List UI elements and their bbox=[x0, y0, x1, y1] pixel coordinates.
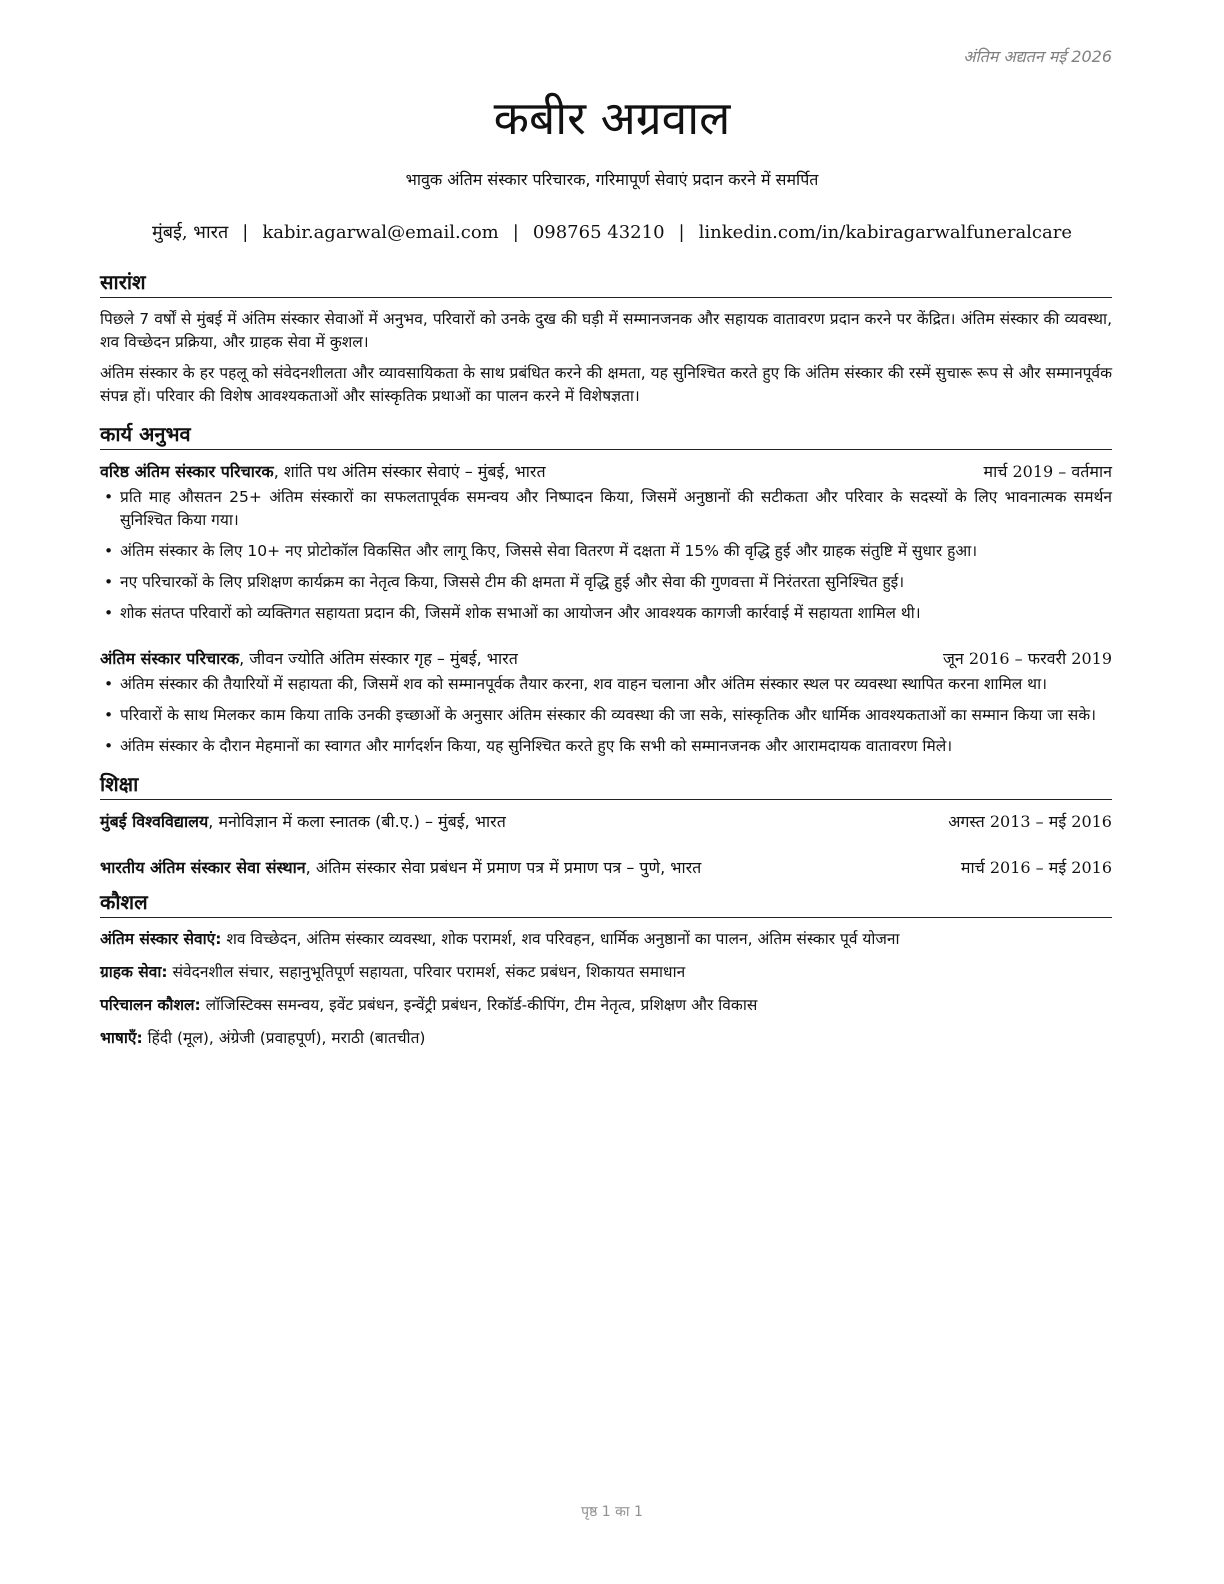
education-institution: मुंबई विश्वविद्यालय bbox=[100, 812, 209, 831]
skill-value: शव विच्छेदन, अंतिम संस्कार व्यवस्था, शोक परामर्श, शव परिवहन, धार्मिक अनुष्ठानों का पालन, अंतिम संस्कार पूर्व योजना bbox=[221, 930, 900, 948]
bullet-icon: • bbox=[104, 737, 114, 755]
contact-separator: | bbox=[512, 222, 519, 243]
skill-row bbox=[100, 928, 1112, 950]
section-title-summary: सारांश bbox=[100, 268, 1112, 298]
contact-linkedin[interactable]: linkedin.com/in/kabiragarwalfuneralcare bbox=[698, 222, 1073, 243]
skill-row bbox=[100, 961, 1112, 983]
job-bullet bbox=[100, 704, 1112, 727]
skill-label: ग्राहक सेवा: bbox=[100, 963, 168, 981]
education-detail: , अंतिम संस्कार सेवा प्रबंधन में प्रमाण पत्र में प्रमाण पत्र – पुणे, भारत bbox=[305, 858, 702, 877]
contact-separator: | bbox=[678, 222, 685, 243]
contact-location: मुंबई, भारत bbox=[151, 222, 229, 243]
job-dates: मार्च 2019 – वर्तमान bbox=[983, 462, 1112, 481]
bullet-icon: • bbox=[104, 675, 114, 693]
job-bullet-text: शोक संतप्त परिवारों को व्यक्तिगत सहायता प्रदान की, जिसमें शोक सभाओं का आयोजन और आवश्यक कागजी कार्रवाई में सहायता शामिल थी। bbox=[120, 604, 921, 622]
bullet-icon: • bbox=[104, 488, 114, 506]
education-line bbox=[100, 810, 506, 832]
job-org: , जीवन ज्योति अंतिम संस्कार गृह – मुंबई, भारत bbox=[239, 649, 518, 668]
bullet-icon: • bbox=[104, 573, 114, 591]
job-bullet bbox=[100, 486, 1112, 532]
skill-label: परिचालन कौशल: bbox=[100, 996, 201, 1014]
summary-paragraph: पिछले 7 वर्षों से मुंबई में अंतिम संस्कार सेवाओं में अनुभव, परिवारों को उनके दुख की घड़ी में सम्मानजनक और सहायक वातावरण प्रदान करने पर केंद्रित। अंतिम संस्कार की व्यवस्था, शव विच्छेदन प्रक्रिया, और ग्राहक सेवा में कुशल। bbox=[100, 310, 1112, 351]
skill-row bbox=[100, 994, 1112, 1016]
job-role: अंतिम संस्कार परिचारक bbox=[100, 649, 240, 668]
skill-value: हिंदी (मूल), अंग्रेजी (प्रवाहपूर्ण), मराठी (बातचीत) bbox=[142, 1029, 426, 1047]
section-title-education: शिक्षा bbox=[100, 770, 1112, 800]
bullet-icon: • bbox=[104, 542, 114, 560]
job-bullet-text: अंतिम संस्कार की तैयारियों में सहायता की, जिसमें शव को सम्मानपूर्वक तैयार करना, शव वाहन चलाना और अंतिम संस्कार स्थल पर व्यवस्था स्थापित करना शामिल था। bbox=[120, 675, 1047, 693]
education-item bbox=[100, 856, 1112, 878]
job-title-line bbox=[100, 647, 518, 669]
job-bullet-list bbox=[100, 486, 1112, 625]
job-bullet-text: परिवारों के साथ मिलकर काम किया ताकि उनकी इच्छाओं के अनुसार अंतिम संस्कार की व्यवस्था की जा सके, सांस्कृतिक और धार्मिक आवश्यकताओं का सम्मान किया जा सके। bbox=[120, 706, 1096, 724]
job-title-line bbox=[100, 460, 546, 482]
skill-row bbox=[100, 1027, 1112, 1049]
education-institution: भारतीय अंतिम संस्कार सेवा संस्थान bbox=[100, 858, 306, 877]
job-bullet-list bbox=[100, 673, 1112, 758]
tagline: भावुक अंतिम संस्कार परिचारक, गरिमापूर्ण सेवाएं प्रदान करने में समर्पित bbox=[405, 170, 819, 189]
skill-label: भाषाएँ: bbox=[100, 1029, 143, 1047]
resume-body bbox=[100, 268, 1112, 1060]
job-dates: जून 2016 – फरवरी 2019 bbox=[943, 649, 1112, 668]
education-line bbox=[100, 856, 701, 878]
page-footer: पृष्ठ 1 का 1 bbox=[581, 1504, 643, 1520]
contact-email[interactable]: kabir.agarwal@email.com bbox=[262, 222, 499, 243]
education-detail: , मनोविज्ञान में कला स्नातक (बी.ए.) – मुंबई, भारत bbox=[208, 812, 506, 831]
contact-separator: | bbox=[242, 222, 249, 243]
job-bullet bbox=[100, 673, 1112, 696]
job-bullet bbox=[100, 540, 1112, 563]
contact-line bbox=[0, 220, 1224, 244]
section-title-experience: कार्य अनुभव bbox=[100, 420, 1112, 450]
education-dates: मार्च 2016 – मई 2016 bbox=[960, 858, 1112, 877]
job-bullet-text: नए परिचारकों के लिए प्रशिक्षण कार्यक्रम का नेतृत्व किया, जिससे टीम की क्षमता में वृद्धि हुई और सेवा की गुणवत्ता में निरंतरता सुनिश्चित हुई। bbox=[120, 573, 905, 591]
skill-value: संवेदनशील संचार, सहानुभूतिपूर्ण सहायता, परिवार परामर्श, संकट प्रबंधन, शिकायत समाधान bbox=[167, 963, 686, 981]
job-header bbox=[100, 647, 1112, 669]
job-bullet-text: अंतिम संस्कार के लिए 10+ नए प्रोटोकॉल विकसित और लागू किए, जिससे सेवा वितरण में दक्षता में 15% की वृद्धि हुई और ग्राहक संतुष्टि में सुधार हुआ। bbox=[120, 542, 978, 560]
summary-paragraph: अंतिम संस्कार के हर पहलू को संवेदनशीलता और व्यावसायिकता के साथ प्रबंधित करने की क्षमता, यह सुनिश्चित करते हुए कि अंतिम संस्कार की रस्में सुचारू रूप से और सम्मानपूर्वक संपन्न हों। परिवार की विशेष आवश्यकताओं और सांस्कृतिक प्रथाओं का पालन करने में विशेषज्ञता। bbox=[100, 364, 1112, 405]
job-header bbox=[100, 460, 1112, 482]
candidate-name: कबीर अग्रवाल bbox=[493, 91, 731, 145]
education-item bbox=[100, 810, 1112, 832]
job-role: वरिष्ठ अंतिम संस्कार परिचारक bbox=[100, 462, 274, 481]
skill-value: लॉजिस्टिक्स समन्वय, इवेंट प्रबंधन, इन्वेंट्री प्रबंधन, रिकॉर्ड-कीपिंग, टीम नेतृत्व, प्रशिक्षण और विकास bbox=[200, 996, 758, 1014]
job-bullet-text: प्रति माह औसतन 25+ अंतिम संस्कारों का सफलतापूर्वक समन्वय और निष्पादन किया, जिसमें अनुष्ठानों की सटीकता और परिवार के सदस्यों के लिए भावनात्मक समर्थन सुनिश्चित किया गया। bbox=[120, 488, 1112, 529]
education-dates: अगस्त 2013 – मई 2016 bbox=[948, 812, 1112, 831]
job-bullet bbox=[100, 735, 1112, 758]
job-bullet bbox=[100, 602, 1112, 625]
job-org: , शांति पथ अंतिम संस्कार सेवाएं – मुंबई, भारत bbox=[273, 462, 546, 481]
last-updated-note: अंतिम अद्यतन मई 2026 bbox=[963, 47, 1112, 66]
skill-label: अंतिम संस्कार सेवाएं: bbox=[100, 930, 222, 948]
job-bullet-text: अंतिम संस्कार के दौरान मेहमानों का स्वागत और मार्गदर्शन किया, यह सुनिश्चित करते हुए कि सभी को सम्मानजनक और आरामदायक वातावरण मिले। bbox=[120, 737, 953, 755]
bullet-icon: • bbox=[104, 706, 114, 724]
job-bullet bbox=[100, 571, 1112, 594]
contact-phone[interactable]: 098765 43210 bbox=[532, 222, 665, 243]
bullet-icon: • bbox=[104, 604, 114, 622]
section-title-skills: कौशल bbox=[100, 888, 1112, 918]
